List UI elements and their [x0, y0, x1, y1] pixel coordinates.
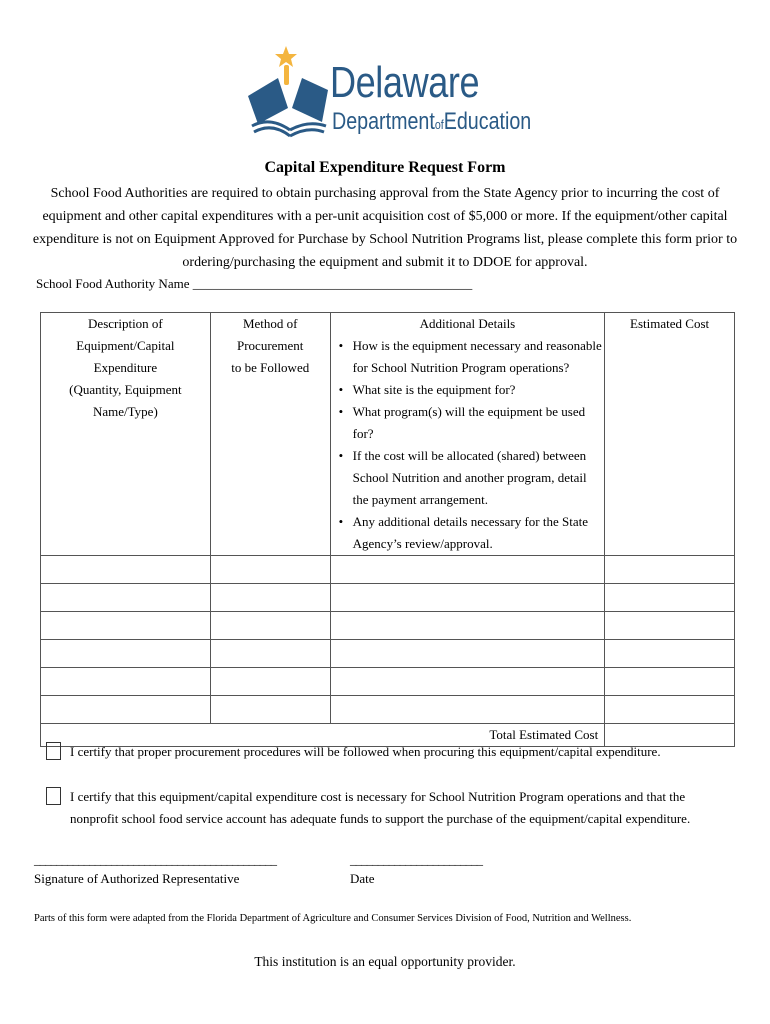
logo-wordmark-department: DepartmentofEducation	[332, 108, 532, 135]
table-header-row	[41, 313, 735, 556]
header-additional-details: Additional Details • How is the equipment necessary and reasonable for School Nutrition Program operations? • What site is the equipment for? • What program(s) will the equipment be used for? • If the cost will be allocated (shared) between School Nutrition and another program, detail the payment arrangement. • Any additional details necessary for the State Agency’s review/approval.	[330, 313, 605, 556]
table-row	[41, 640, 735, 668]
table-row	[41, 668, 735, 696]
footnote: Parts of this form were adapted from the Florida Department of Agriculture and Consumer Services Division of Food, Nutrition and Wellness.	[34, 913, 632, 924]
header-description: Description of Equipment/Capital Expenditure (Quantity, Equipment Name/Type)	[41, 313, 211, 556]
sfa-name-line[interactable]: ___________________________________________	[192, 276, 473, 291]
details-item: • Any additional details necessary for the State Agency’s review/approval.	[353, 511, 605, 555]
table-row	[41, 556, 735, 584]
details-list	[331, 335, 605, 555]
date-label: Date	[350, 871, 375, 886]
details-item: • What site is the equipment for?	[353, 379, 605, 401]
signature-label: Signature of Authorized Representative	[34, 871, 240, 886]
equal-opportunity-statement: This institution is an equal opportunity provider.	[254, 954, 516, 969]
logo-wordmark-delaware: Delaware	[330, 58, 480, 107]
table-row	[41, 584, 735, 612]
details-item: • If the cost will be allocated (shared) between School Nutrition and another program, detail the payment arrangement.	[353, 445, 605, 511]
checkbox[interactable]	[46, 742, 61, 760]
certification-text: I certify that this equipment/capital expenditure cost is necessary for School Nutrition Program operations and that the nonprofit school food service account has adequate funds to support the purchase of the equipment/capital expenditure.	[70, 789, 691, 826]
form-title: Capital Expenditure Request Form	[264, 159, 506, 176]
header-estimated-cost: Estimated Cost	[605, 313, 735, 556]
header-method: Method of Procurement to be Followed	[210, 313, 330, 556]
sfa-name-label: School Food Authority Name	[36, 276, 190, 291]
equipment-table	[40, 312, 735, 747]
details-item: • What program(s) will the equipment be used for?	[353, 401, 605, 445]
form-intro: School Food Authorities are required to obtain purchasing approval from the State Agency prior to incurring the cost of equipment and other capital expenditures with a per-unit acquisition cost of $5,000 or more. If the equipment/other capital expenditure is not on Equipment Approved for Purchase by School Nutrition Programs list, please complete this form prior to ordering/purchasing the equipment and submit it to DDOE for approval.	[32, 186, 738, 270]
sfa-name-field[interactable]	[36, 276, 472, 292]
table-row	[41, 696, 735, 724]
certification-procurement[interactable]	[46, 741, 736, 765]
total-estimated-cost-label: Total Estimated Cost	[41, 724, 605, 747]
date-line[interactable]: ________________________	[350, 852, 482, 867]
table-row	[41, 612, 735, 640]
delaware-doe-logo	[248, 38, 532, 138]
certification-necessity[interactable]	[46, 786, 726, 832]
checkbox[interactable]	[46, 787, 61, 805]
book-star-emblem-icon	[248, 38, 330, 138]
certification-text: I certify that proper procurement procedures will be followed when procuring this equipment/capital expenditure.	[70, 744, 661, 759]
details-item: • How is the equipment necessary and reasonable for School Nutrition Program operations?	[353, 335, 605, 379]
signature-line[interactable]: ____________________________________________	[34, 852, 276, 867]
